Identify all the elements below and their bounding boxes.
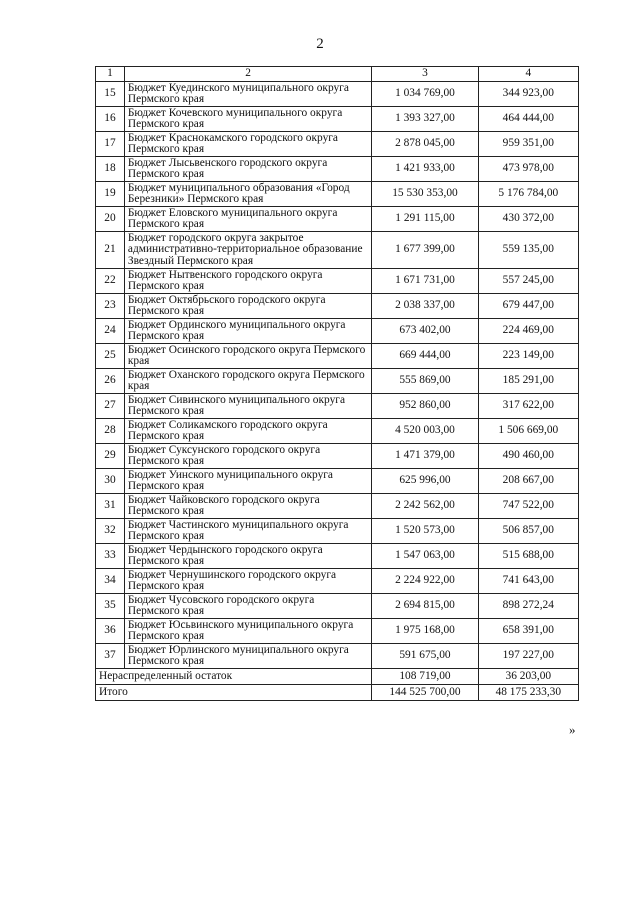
- total-row-col4: 48 175 233,30: [478, 685, 578, 701]
- closing-quote: »: [569, 722, 576, 737]
- row-number-cell: 21: [96, 232, 125, 269]
- amount-col4-cell: 5 176 784,00: [478, 182, 578, 207]
- row-number-cell: 29: [96, 444, 125, 469]
- table-row: [96, 644, 579, 669]
- table-row: [96, 82, 579, 107]
- amount-col4-cell: 490 460,00: [478, 444, 578, 469]
- amount-col3-cell: 2 878 045,00: [372, 132, 478, 157]
- budget-name-cell: Бюджет Ординского муниципального округа Пермского края: [124, 319, 371, 344]
- row-number-cell: 24: [96, 319, 125, 344]
- budget-name-cell: Бюджет Уинского муниципального округа Пермского края: [124, 469, 371, 494]
- row-number-cell: 25: [96, 344, 125, 369]
- amount-col3-cell: 555 869,00: [372, 369, 478, 394]
- table-row: [96, 107, 579, 132]
- budget-name-cell: Бюджет Кочевского муниципального округа Пермского края: [124, 107, 371, 132]
- amount-col3-cell: 952 860,00: [372, 394, 478, 419]
- total-row: [96, 685, 579, 701]
- table-row: [96, 157, 579, 182]
- budget-name-cell: Бюджет муниципального образования «Город Березники» Пермского края: [124, 182, 371, 207]
- amount-col4-cell: 515 688,00: [478, 544, 578, 569]
- budget-name-cell: Бюджет Чернушинского городского округа Пермского края: [124, 569, 371, 594]
- row-number-cell: 22: [96, 269, 125, 294]
- amount-col4-cell: 658 391,00: [478, 619, 578, 644]
- table-row: [96, 207, 579, 232]
- amount-col3-cell: 1 421 933,00: [372, 157, 478, 182]
- amount-col4-cell: 959 351,00: [478, 132, 578, 157]
- amount-col4-cell: 317 622,00: [478, 394, 578, 419]
- row-number-cell: 18: [96, 157, 125, 182]
- amount-col4-cell: 679 447,00: [478, 294, 578, 319]
- unallocated-row: [96, 669, 579, 685]
- table-row: [96, 269, 579, 294]
- amount-col3-cell: 673 402,00: [372, 319, 478, 344]
- unallocated-row-col3: 108 719,00: [372, 669, 478, 685]
- row-number-cell: 27: [96, 394, 125, 419]
- amount-col3-cell: 4 520 003,00: [372, 419, 478, 444]
- budget-name-cell: Бюджет Нытвенского городского округа Пермского края: [124, 269, 371, 294]
- row-number-cell: 35: [96, 594, 125, 619]
- amount-col4-cell: 741 643,00: [478, 569, 578, 594]
- budget-name-cell: Бюджет Чайковского городского округа Пермского края: [124, 494, 371, 519]
- table-row: [96, 232, 579, 269]
- amount-col3-cell: 1 034 769,00: [372, 82, 478, 107]
- header-cell: 2: [124, 67, 371, 82]
- budget-name-cell: Бюджет Осинского городского округа Пермского края: [124, 344, 371, 369]
- row-number-cell: 30: [96, 469, 125, 494]
- row-number-cell: 36: [96, 619, 125, 644]
- budget-name-cell: Бюджет Чусовского городского округа Пермского края: [124, 594, 371, 619]
- amount-col3-cell: 1 975 168,00: [372, 619, 478, 644]
- total-row-col3: 144 525 700,00: [372, 685, 478, 701]
- page-number: 2: [316, 36, 324, 52]
- amount-col3-cell: 1 471 379,00: [372, 444, 478, 469]
- budget-name-cell: Бюджет Чердынского городского округа Пермского края: [124, 544, 371, 569]
- amount-col4-cell: 464 444,00: [478, 107, 578, 132]
- row-number-cell: 26: [96, 369, 125, 394]
- amount-col3-cell: 1 520 573,00: [372, 519, 478, 544]
- table-row: [96, 619, 579, 644]
- row-number-cell: 23: [96, 294, 125, 319]
- table-header-row: [96, 67, 579, 82]
- table-row: [96, 132, 579, 157]
- table-row: [96, 344, 579, 369]
- amount-col3-cell: 591 675,00: [372, 644, 478, 669]
- unallocated-row-col4: 36 203,00: [478, 669, 578, 685]
- table-row: [96, 419, 579, 444]
- row-number-cell: 20: [96, 207, 125, 232]
- amount-col3-cell: 625 996,00: [372, 469, 478, 494]
- amount-col3-cell: 669 444,00: [372, 344, 478, 369]
- budget-name-cell: Бюджет Лысьвенского городского округа Пермского края: [124, 157, 371, 182]
- row-number-cell: 19: [96, 182, 125, 207]
- budget-name-cell: Бюджет Частинского муниципального округа Пермского края: [124, 519, 371, 544]
- unallocated-row-label: Нераспределенный остаток: [96, 669, 372, 685]
- budget-name-cell: Бюджет городского округа закрытое административно-территориальное образование Звездный Пермского края: [124, 232, 371, 269]
- table-row: [96, 494, 579, 519]
- header-cell: 3: [372, 67, 478, 82]
- budget-name-cell: Бюджет Куединского муниципального округа Пермского края: [124, 82, 371, 107]
- row-number-cell: 37: [96, 644, 125, 669]
- budget-name-cell: Бюджет Краснокамского городского округа Пермского края: [124, 132, 371, 157]
- row-number-cell: 32: [96, 519, 125, 544]
- amount-col3-cell: 1 671 731,00: [372, 269, 478, 294]
- amount-col3-cell: 2 242 562,00: [372, 494, 478, 519]
- amount-col3-cell: 1 547 063,00: [372, 544, 478, 569]
- budget-name-cell: Бюджет Суксунского городского округа Пермского края: [124, 444, 371, 469]
- amount-col4-cell: 223 149,00: [478, 344, 578, 369]
- total-row-label: Итого: [96, 685, 372, 701]
- amount-col3-cell: 1 291 115,00: [372, 207, 478, 232]
- row-number-cell: 15: [96, 82, 125, 107]
- row-number-cell: 31: [96, 494, 125, 519]
- amount-col4-cell: 506 857,00: [478, 519, 578, 544]
- budget-name-cell: Бюджет Юрлинского муниципального округа Пермского края: [124, 644, 371, 669]
- table-row: [96, 294, 579, 319]
- table-row: [96, 319, 579, 344]
- amount-col4-cell: 197 227,00: [478, 644, 578, 669]
- header-cell: 4: [478, 67, 578, 82]
- amount-col4-cell: 557 245,00: [478, 269, 578, 294]
- header-cell: 1: [96, 67, 125, 82]
- amount-col4-cell: 344 923,00: [478, 82, 578, 107]
- amount-col4-cell: 898 272,24: [478, 594, 578, 619]
- budget-name-cell: Бюджет Оханского городского округа Пермского края: [124, 369, 371, 394]
- row-number-cell: 17: [96, 132, 125, 157]
- amount-col3-cell: 2 038 337,00: [372, 294, 478, 319]
- amount-col3-cell: 15 530 353,00: [372, 182, 478, 207]
- table-row: [96, 519, 579, 544]
- amount-col4-cell: 208 667,00: [478, 469, 578, 494]
- table-row: [96, 369, 579, 394]
- amount-col4-cell: 559 135,00: [478, 232, 578, 269]
- amount-col4-cell: 1 506 669,00: [478, 419, 578, 444]
- amount-col3-cell: 1 393 327,00: [372, 107, 478, 132]
- table-row: [96, 182, 579, 207]
- amount-col4-cell: 224 469,00: [478, 319, 578, 344]
- table-row: [96, 444, 579, 469]
- budget-name-cell: Бюджет Юсьвинского муниципального округа Пермского края: [124, 619, 371, 644]
- table-row: [96, 569, 579, 594]
- budget-name-cell: Бюджет Сивинского муниципального округа Пермского края: [124, 394, 371, 419]
- budget-name-cell: Бюджет Соликамского городского округа Пермского края: [124, 419, 371, 444]
- amount-col3-cell: 2 694 815,00: [372, 594, 478, 619]
- table-row: [96, 594, 579, 619]
- row-number-cell: 16: [96, 107, 125, 132]
- table-row: [96, 544, 579, 569]
- row-number-cell: 28: [96, 419, 125, 444]
- amount-col4-cell: 185 291,00: [478, 369, 578, 394]
- budget-name-cell: Бюджет Еловского муниципального округа Пермского края: [124, 207, 371, 232]
- table-row: [96, 394, 579, 419]
- amount-col3-cell: 1 677 399,00: [372, 232, 478, 269]
- table-row: [96, 469, 579, 494]
- amount-col4-cell: 430 372,00: [478, 207, 578, 232]
- row-number-cell: 34: [96, 569, 125, 594]
- budget-name-cell: Бюджет Октябрьского городского округа Пермского края: [124, 294, 371, 319]
- amount-col4-cell: 747 522,00: [478, 494, 578, 519]
- amount-col4-cell: 473 978,00: [478, 157, 578, 182]
- row-number-cell: 33: [96, 544, 125, 569]
- amount-col3-cell: 2 224 922,00: [372, 569, 478, 594]
- budget-table: [95, 66, 579, 701]
